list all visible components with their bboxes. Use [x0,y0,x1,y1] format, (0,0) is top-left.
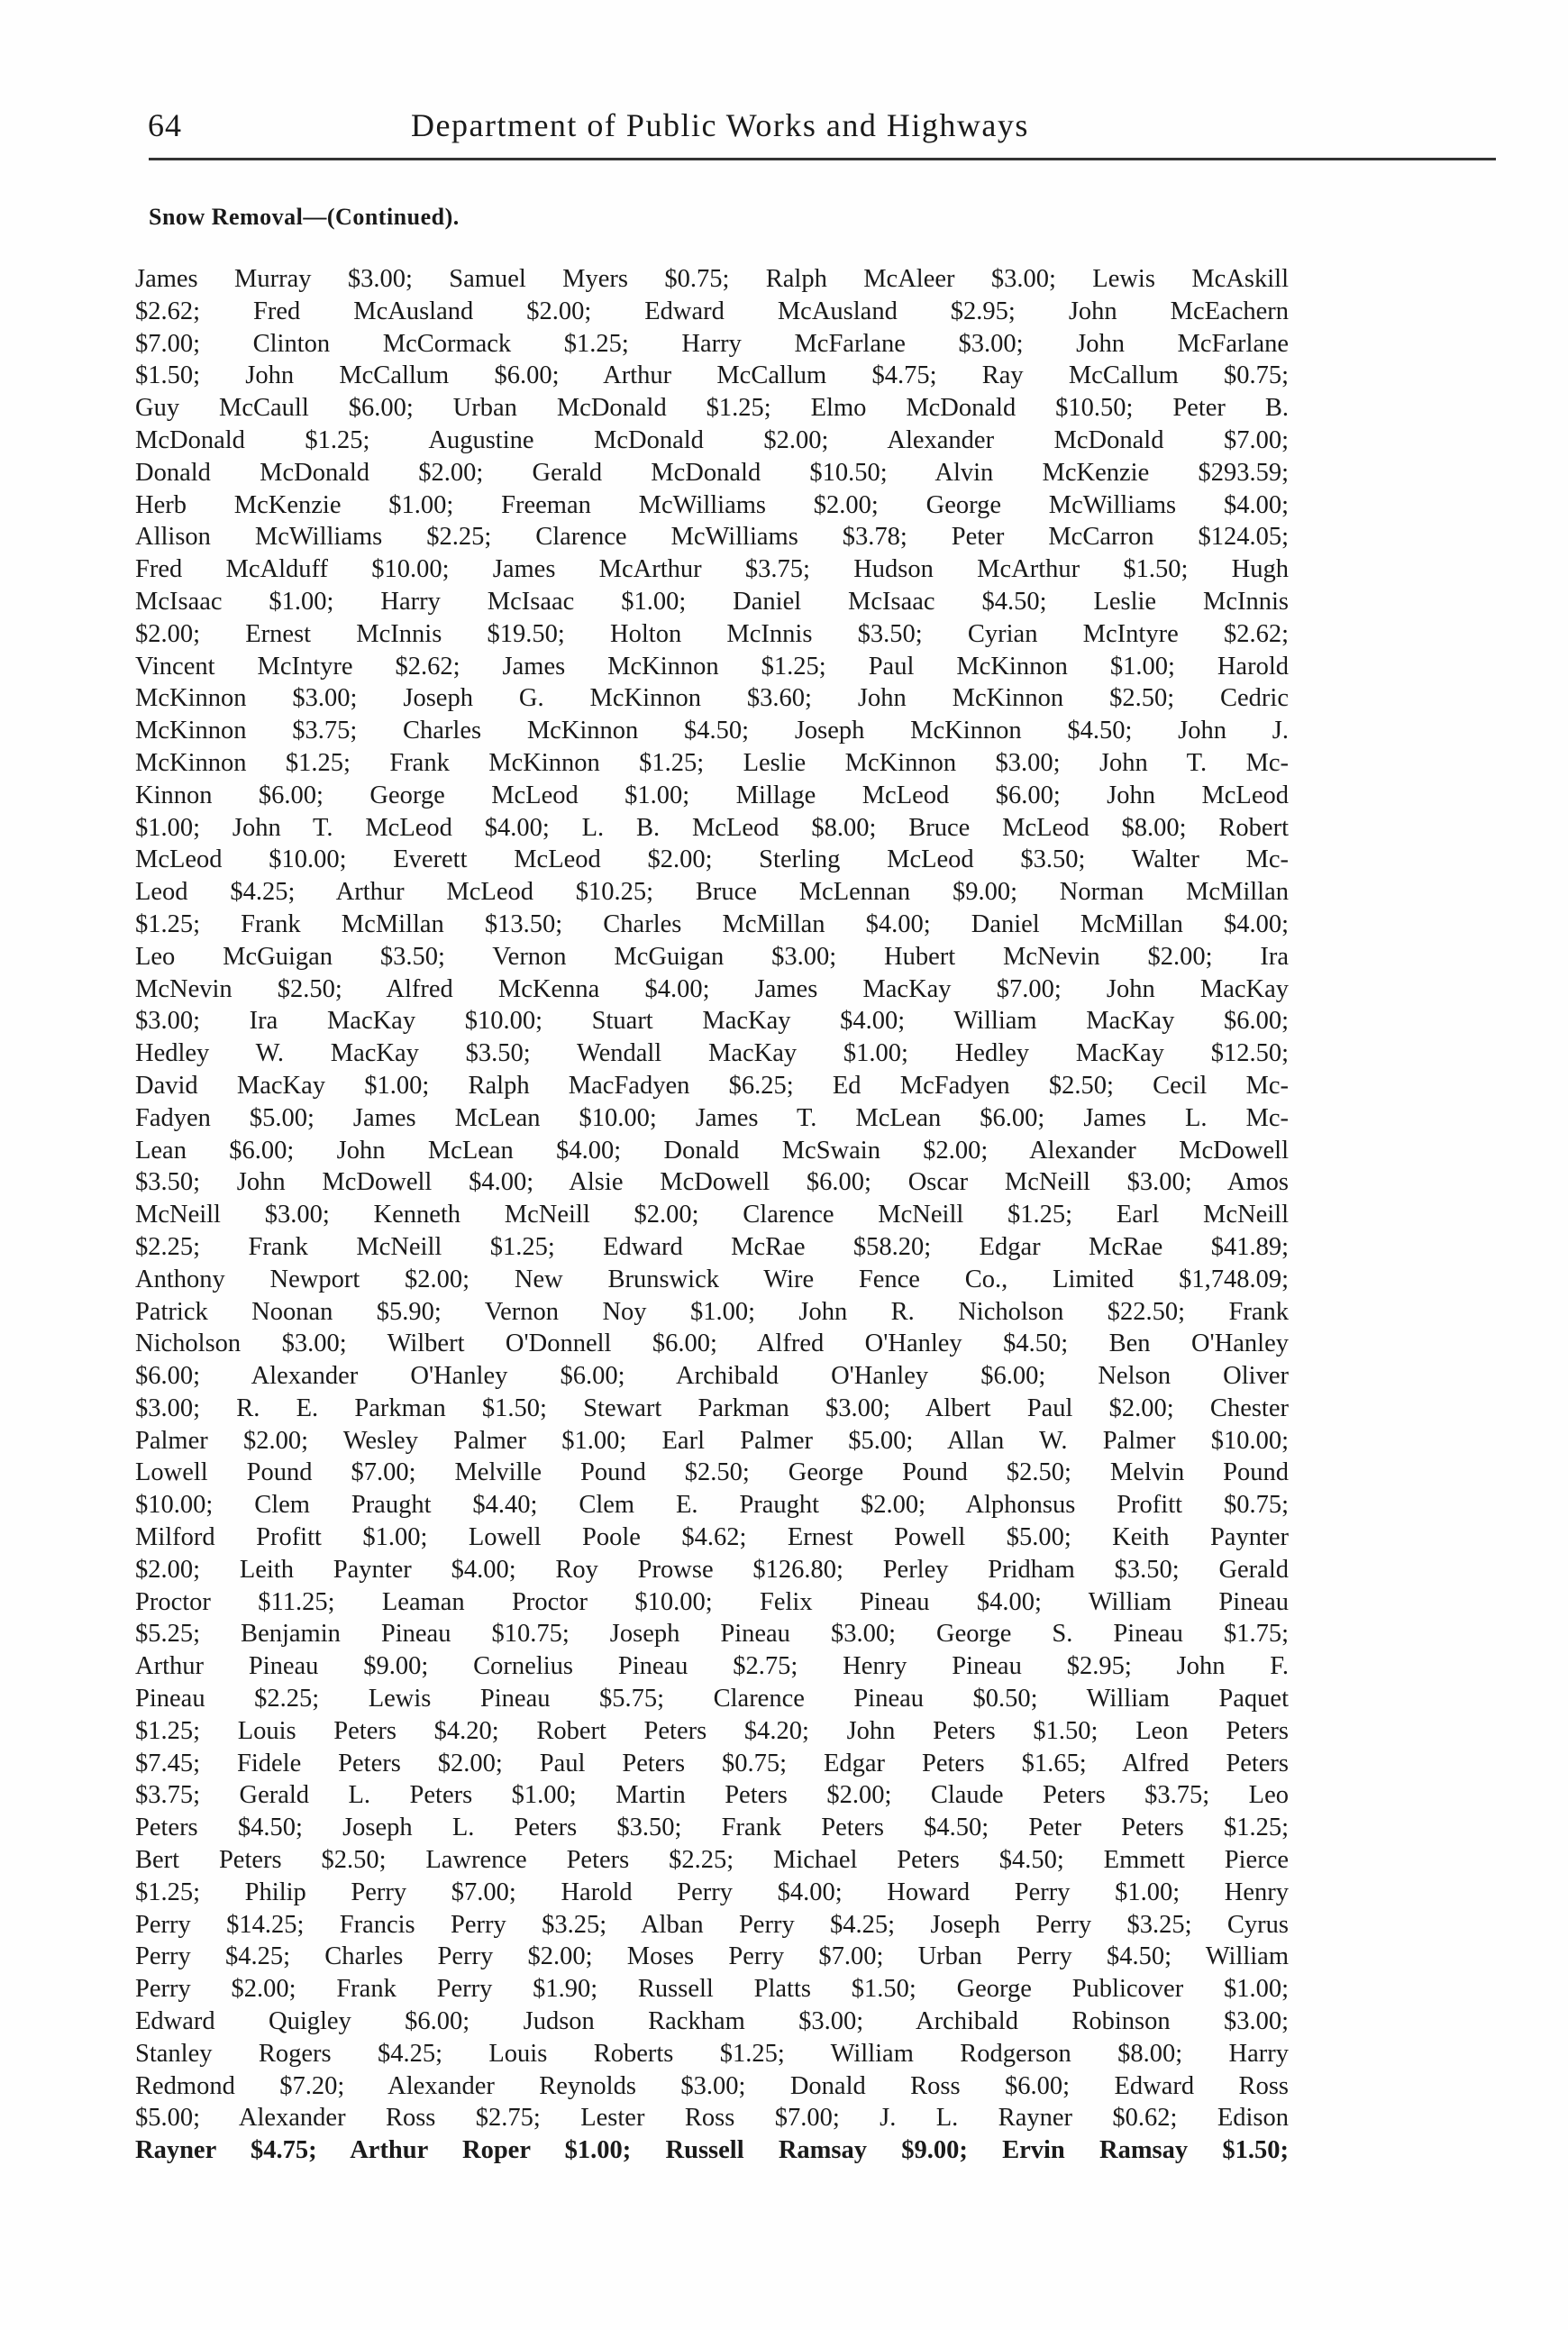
text-line: $2.00; Leith Paynter $4.00; Roy Prowse $126.80; Perley Pridham $3.50; Gerald [135,1555,1289,1584]
text-line: Peters $4.50; Joseph L. Peters $3.50; Frank Peters $4.50; Peter Peters $1.25; [135,1814,1289,1842]
running-title: Department of Public Works and Highways [411,107,1029,143]
text-line: $3.00; R. E. Parkman $1.50; Stewart Parkman $3.00; Albert Paul $2.00; Chester [135,1393,1289,1422]
text-line: Fred McAlduff $10.00; James McArthur $3.75; Hudson McArthur $1.50; Hugh [135,555,1289,584]
text-line: McKinnon $1.25; Frank McKinnon $1.25; Leslie McKinnon $3.00; John T. Mc- [135,748,1289,777]
page-header [144,106,1244,160]
text-line: David MacKay $1.00; Ralph MacFadyen $6.25; Ed McFadyen $2.50; Cecil Mc- [135,1071,1289,1100]
text-line: Perry $14.25; Francis Perry $3.25; Alban Perry $4.25; Joseph Perry $3.25; Cyrus [135,1910,1289,1939]
text-line: Redmond $7.20; Alexander Reynolds $3.00; Donald Ross $6.00; Edward Ross [135,2071,1289,2100]
text-line: McNevin $2.50; Alfred McKenna $4.00; James MacKay $7.00; John MacKay [135,974,1289,1003]
text-line: $5.25; Benjamin Pineau $10.75; Joseph Pineau $3.00; George S. Pineau $1.75; [135,1620,1289,1649]
text-line: James Murray $3.00; Samuel Myers $0.75; Ralph McAleer $3.00; Lewis McAskill [135,265,1289,293]
page-number: 64 [148,107,182,143]
text-line: $3.50; John McDowell $4.00; Alsie McDowell $6.00; Oscar McNeill $3.00; Amos [135,1168,1289,1197]
text-line: Kinnon $6.00; George McLeod $1.00; Millage McLeod $6.00; John McLeod [135,781,1289,809]
text-line: Herb McKenzie $1.00; Freeman McWilliams $2.00; George McWilliams $4.00; [135,490,1289,519]
text-line: Perry $2.00; Frank Perry $1.90; Russell Platts $1.50; George Publicover $1.00; [135,1975,1289,2004]
text-line: McKinnon $3.75; Charles McKinnon $4.50; Joseph McKinnon $4.50; John J. [135,717,1289,745]
text-line: $6.00; Alexander O'Hanley $6.00; Archibald O'Hanley $6.00; Nelson Oliver [135,1362,1289,1391]
text-line: $2.00; Ernest McInnis $19.50; Holton McInnis $3.50; Cyrian McIntyre $2.62; [135,619,1289,648]
text-line: McDonald $1.25; Augustine McDonald $2.00; Alexander McDonald $7.00; [135,425,1289,454]
text-line: Milford Profitt $1.00; Lowell Poole $4.62; Ernest Powell $5.00; Keith Paynter [135,1523,1289,1552]
text-line: Anthony Newport $2.00; New Brunswick Wire Fence Co., Limited $1,748.09; [135,1265,1289,1293]
text-line: Perry $4.25; Charles Perry $2.00; Moses Perry $7.00; Urban Perry $4.50; William [135,1942,1289,1971]
text-line: Donald McDonald $2.00; Gerald McDonald $10.50; Alvin McKenzie $293.59; [135,458,1289,487]
text-line: Lowell Pound $7.00; Melville Pound $2.50; George Pound $2.50; Melvin Pound [135,1458,1289,1487]
text-line: $2.25; Frank McNeill $1.25; Edward McRae $58.20; Edgar McRae $41.89; [135,1232,1289,1261]
text-line: Hedley W. MacKay $3.50; Wendall MacKay $1.00; Hedley MacKay $12.50; [135,1039,1289,1068]
text-line: Lean $6.00; John McLean $4.00; Donald McSwain $2.00; Alexander McDowell [135,1136,1289,1165]
header-rule [149,158,1496,160]
text-line: $1.25; Frank McMillan $13.50; Charles McMillan $4.00; Daniel McMillan $4.00; [135,909,1289,938]
text-line: Guy McCaull $6.00; Urban McDonald $1.25; Elmo McDonald $10.50; Peter B. [135,394,1289,423]
text-line: Palmer $2.00; Wesley Palmer $1.00; Earl Palmer $5.00; Allan W. Palmer $10.00; [135,1426,1289,1455]
text-line: $7.00; Clinton McCormack $1.25; Harry McFarlane $3.00; John McFarlane [135,329,1289,358]
text-line: McIsaac $1.00; Harry McIsaac $1.00; Daniel McIsaac $4.50; Leslie McInnis [135,587,1289,616]
text-line: McNeill $3.00; Kenneth McNeill $2.00; Clarence McNeill $1.25; Earl McNeill [135,1201,1289,1229]
text-line: Pineau $2.25; Lewis Pineau $5.75; Clarence Pineau $0.50; William Paquet [135,1685,1289,1713]
text-line: $7.45; Fidele Peters $2.00; Paul Peters $0.75; Edgar Peters $1.65; Alfred Peters [135,1749,1289,1777]
section-heading: Snow Removal—(Continued). [149,204,460,230]
text-line: McLeod $10.00; Everett McLeod $2.00; Sterling McLeod $3.50; Walter Mc- [135,845,1289,874]
text-line: Fadyen $5.00; James McLean $10.00; James T. McLean $6.00; James L. Mc- [135,1103,1289,1132]
text-line: McKinnon $3.00; Joseph G. McKinnon $3.60; John McKinnon $2.50; Cedric [135,684,1289,713]
text-line: $5.00; Alexander Ross $2.75; Lester Ross $7.00; J. L. Rayner $0.62; Edison [135,2104,1289,2133]
text-line: Allison McWilliams $2.25; Clarence McWilliams $3.78; Peter McCarron $124.05; [135,523,1289,552]
text-line: Leo McGuigan $3.50; Vernon McGuigan $3.00; Hubert McNevin $2.00; Ira [135,942,1289,971]
text-line: Patrick Noonan $5.90; Vernon Noy $1.00; John R. Nicholson $22.50; Frank [135,1297,1289,1326]
text-line: Leod $4.25; Arthur McLeod $10.25; Bruce McLennan $9.00; Norman McMillan [135,878,1289,907]
text-line: Edward Quigley $6.00; Judson Rackham $3.00; Archibald Robinson $3.00; [135,2007,1289,2036]
text-line: Vincent McIntyre $2.62; James McKinnon $1.25; Paul McKinnon $1.00; Harold [135,652,1289,681]
text-line: $3.00; Ira MacKay $10.00; Stuart MacKay $4.00; William MacKay $6.00; [135,1007,1289,1036]
text-line: $10.00; Clem Praught $4.40; Clem E. Praught $2.00; Alphonsus Profitt $0.75; [135,1491,1289,1520]
text-line: $1.00; John T. McLeod $4.00; L. B. McLeod $8.00; Bruce McLeod $8.00; Robert [135,813,1289,842]
text-line: $3.75; Gerald L. Peters $1.00; Martin Peters $2.00; Claude Peters $3.75; Leo [135,1781,1289,1810]
text-line: $1.25; Louis Peters $4.20; Robert Peters $4.20; John Peters $1.50; Leon Peters [135,1716,1289,1745]
text-line: Proctor $11.25; Leaman Proctor $10.00; Felix Pineau $4.00; William Pineau [135,1587,1289,1616]
text-line: $1.50; John McCallum $6.00; Arthur McCallum $4.75; Ray McCallum $0.75; [135,361,1289,390]
text-line: Bert Peters $2.50; Lawrence Peters $2.25; Michael Peters $4.50; Emmett Pierce [135,1846,1289,1875]
text-line: Arthur Pineau $9.00; Cornelius Pineau $2.75; Henry Pineau $2.95; John F. [135,1652,1289,1681]
body-text [135,263,1289,2167]
text-line: Rayner $4.75; Arthur Roper $1.00; Russell Ramsay $9.00; Ervin Ramsay $1.50; [135,2136,1289,2165]
text-line: $1.25; Philip Perry $7.00; Harold Perry $4.00; Howard Perry $1.00; Henry [135,1878,1289,1906]
text-line: Stanley Rogers $4.25; Louis Roberts $1.25; William Rodgerson $8.00; Harry [135,2039,1289,2068]
text-line: $2.62; Fred McAusland $2.00; Edward McAusland $2.95; John McEachern [135,297,1289,325]
text-line: Nicholson $3.00; Wilbert O'Donnell $6.00; Alfred O'Hanley $4.50; Ben O'Hanley [135,1329,1289,1358]
